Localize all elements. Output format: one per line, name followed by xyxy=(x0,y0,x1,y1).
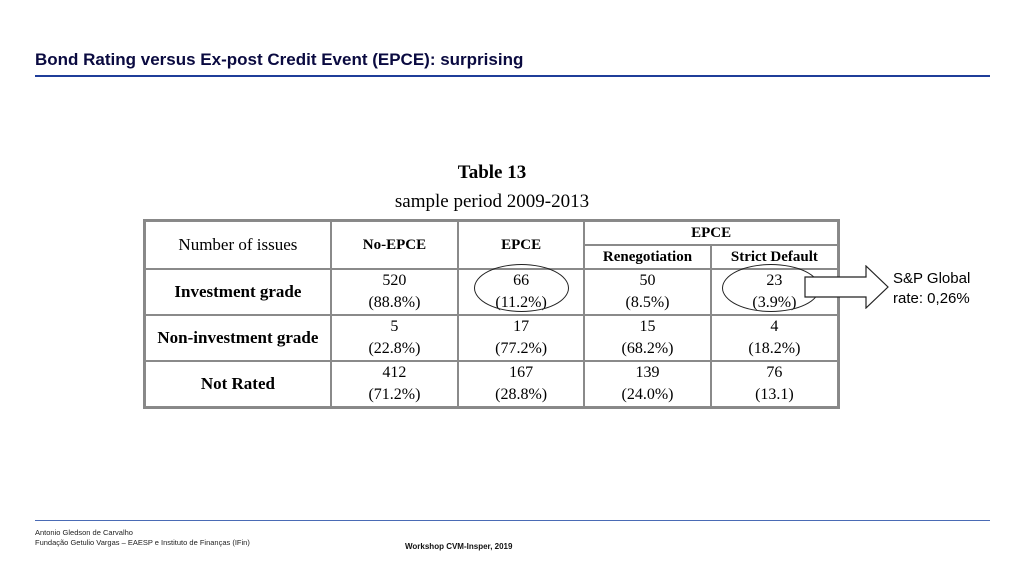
table-cell xyxy=(458,315,584,361)
table-cell xyxy=(458,361,584,407)
table-cell xyxy=(331,361,458,407)
cell-pct: (24.0%) xyxy=(621,386,674,403)
table-cell xyxy=(584,315,711,361)
cell-count: 4 xyxy=(770,318,779,335)
table-row xyxy=(145,361,838,407)
note-line-2: rate: 0,26% xyxy=(893,290,970,307)
cell-count: 23 xyxy=(766,272,783,289)
header-renegotiation: Renegotiation xyxy=(584,245,711,269)
footer-event: Workshop CVM-Insper, 2019 xyxy=(405,542,513,551)
table-cell xyxy=(331,315,458,361)
cell-pct: (22.8%) xyxy=(368,340,421,357)
cell-pct: (13.1) xyxy=(755,386,794,403)
footer-author-block xyxy=(35,528,250,548)
table-cell xyxy=(584,269,711,315)
table-row xyxy=(145,315,838,361)
note-line-1: S&P Global xyxy=(893,270,971,287)
epce-table xyxy=(143,219,840,409)
slide-title: Bond Rating versus Ex-post Credit Event (EPCE): surprising xyxy=(35,50,524,69)
cell-count: 412 xyxy=(382,364,407,381)
table-cell xyxy=(711,315,838,361)
cell-pct: (88.8%) xyxy=(368,294,421,311)
cell-count: 50 xyxy=(639,272,656,289)
cell-count: 15 xyxy=(639,318,656,335)
cell-pct: (77.2%) xyxy=(495,340,548,357)
table-caption: Table 13 xyxy=(457,162,527,183)
header-epce-group: EPCE xyxy=(584,221,838,245)
header-row xyxy=(145,221,838,245)
cell-count: 76 xyxy=(766,364,783,381)
footer-divider xyxy=(35,520,990,521)
row-label: Not Rated xyxy=(145,361,331,407)
header-no-epce: No-EPCE xyxy=(331,221,458,269)
arrow-right-icon xyxy=(804,265,890,309)
cell-pct: (28.8%) xyxy=(495,386,548,403)
table-cell xyxy=(458,269,584,315)
cell-count: 520 xyxy=(382,272,407,289)
row-label: Investment grade xyxy=(145,269,331,315)
footer-affiliation: Fundação Getulio Vargas – EAESP e Instituto de Finanças (IFin) xyxy=(35,538,250,547)
cell-pct: (18.2%) xyxy=(748,340,801,357)
header-row-label: Number of issues xyxy=(145,221,331,269)
cell-pct: (71.2%) xyxy=(368,386,421,403)
cell-pct: (8.5%) xyxy=(625,294,670,311)
title-divider xyxy=(35,75,990,77)
header-strict-default: Strict Default xyxy=(711,245,838,269)
cell-count: 17 xyxy=(513,318,530,335)
cell-count: 66 xyxy=(513,272,530,289)
cell-count: 167 xyxy=(509,364,534,381)
cell-pct: (3.9%) xyxy=(752,294,797,311)
table-row xyxy=(145,269,838,315)
cell-count: 5 xyxy=(390,318,399,335)
table-cell xyxy=(711,361,838,407)
table-cell xyxy=(331,269,458,315)
header-epce: EPCE xyxy=(458,221,584,269)
footer-author: Antonio Gledson de Carvalho xyxy=(35,528,133,537)
table-subcaption: sample period 2009-2013 xyxy=(394,191,590,212)
cell-pct: (68.2%) xyxy=(621,340,674,357)
sp-global-note xyxy=(893,269,970,309)
cell-pct: (11.2%) xyxy=(495,294,547,311)
table-cell xyxy=(584,361,711,407)
row-label: Non-investment grade xyxy=(145,315,331,361)
cell-count: 139 xyxy=(635,364,660,381)
